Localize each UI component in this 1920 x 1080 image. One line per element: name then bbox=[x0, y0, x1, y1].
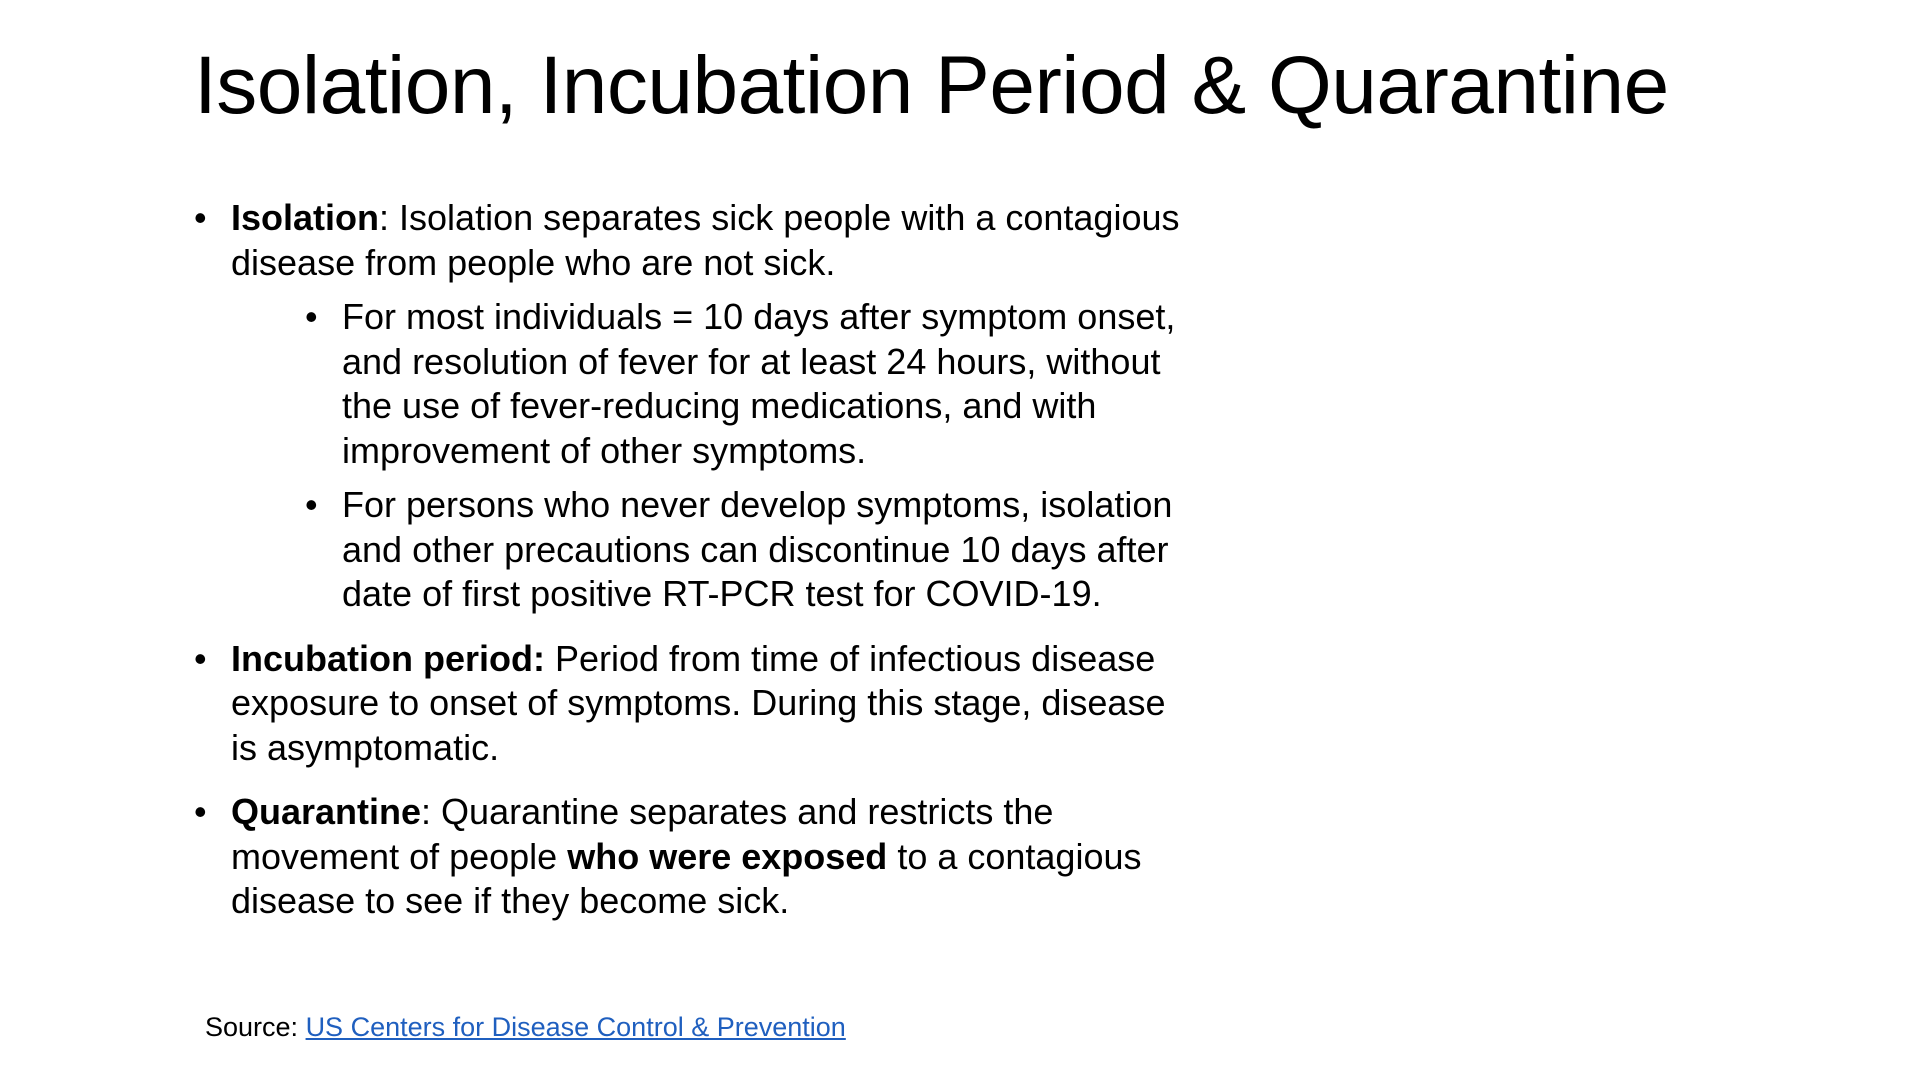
sub-bullet-text: For persons who never develop symptoms, isolation and other precautions can discontinue 10 days after date of first positive RT-PCR test for COVID-19. bbox=[342, 484, 1173, 614]
bullet-text bbox=[231, 638, 1165, 768]
bullet-dot: • bbox=[194, 197, 207, 238]
slide-title: Isolation, Incubation Period & Quarantine bbox=[194, 40, 1669, 131]
bullet-quarantine bbox=[194, 790, 1194, 924]
sub-bullet-text: For most individuals = 10 days after symptom onset, and resolution of fever for at least 24 hours, without the use of fever-reducing medications, and with improvement of other symptoms. bbox=[342, 296, 1176, 471]
bullet-list bbox=[194, 196, 1194, 944]
bullet-dot: • bbox=[194, 791, 207, 832]
quarantine-emphasis: who were exposed bbox=[567, 835, 888, 877]
bullet-dot: • bbox=[194, 637, 207, 679]
bullet-text bbox=[231, 197, 1180, 283]
term-quarantine: Quarantine bbox=[231, 791, 422, 832]
bullet-dot: • bbox=[305, 296, 318, 337]
quarantine-definition-part-1: : Quarantine separates and restricts the movement of people bbox=[231, 791, 1054, 877]
term-isolation: Isolation bbox=[231, 197, 380, 238]
bullet-text bbox=[231, 791, 1142, 921]
sub-bullet-asymptomatic-persons bbox=[305, 483, 1194, 617]
source-link[interactable]: US Centers for Disease Control & Prevention bbox=[305, 1012, 846, 1042]
sub-bullet-most-individuals bbox=[305, 295, 1194, 473]
bullet-dot: • bbox=[305, 484, 318, 525]
incubation-definition: Period from time of infectious disease exposure to onset of symptoms. During this stage, disease is asymptomatic. bbox=[231, 637, 1166, 768]
quarantine-definition-part-2: to a contagious disease to see if they become sick. bbox=[231, 835, 1142, 921]
isolation-definition: : Isolation separates sick people with a contagious disease from people who are not sick. bbox=[231, 197, 1180, 283]
term-incubation-period: Incubation period: bbox=[231, 637, 545, 679]
bullet-isolation bbox=[194, 196, 1194, 617]
bullet-incubation-period bbox=[194, 637, 1194, 771]
source-citation bbox=[205, 1010, 846, 1044]
source-label: Source: bbox=[205, 1012, 306, 1042]
isolation-sub-list bbox=[231, 295, 1194, 617]
